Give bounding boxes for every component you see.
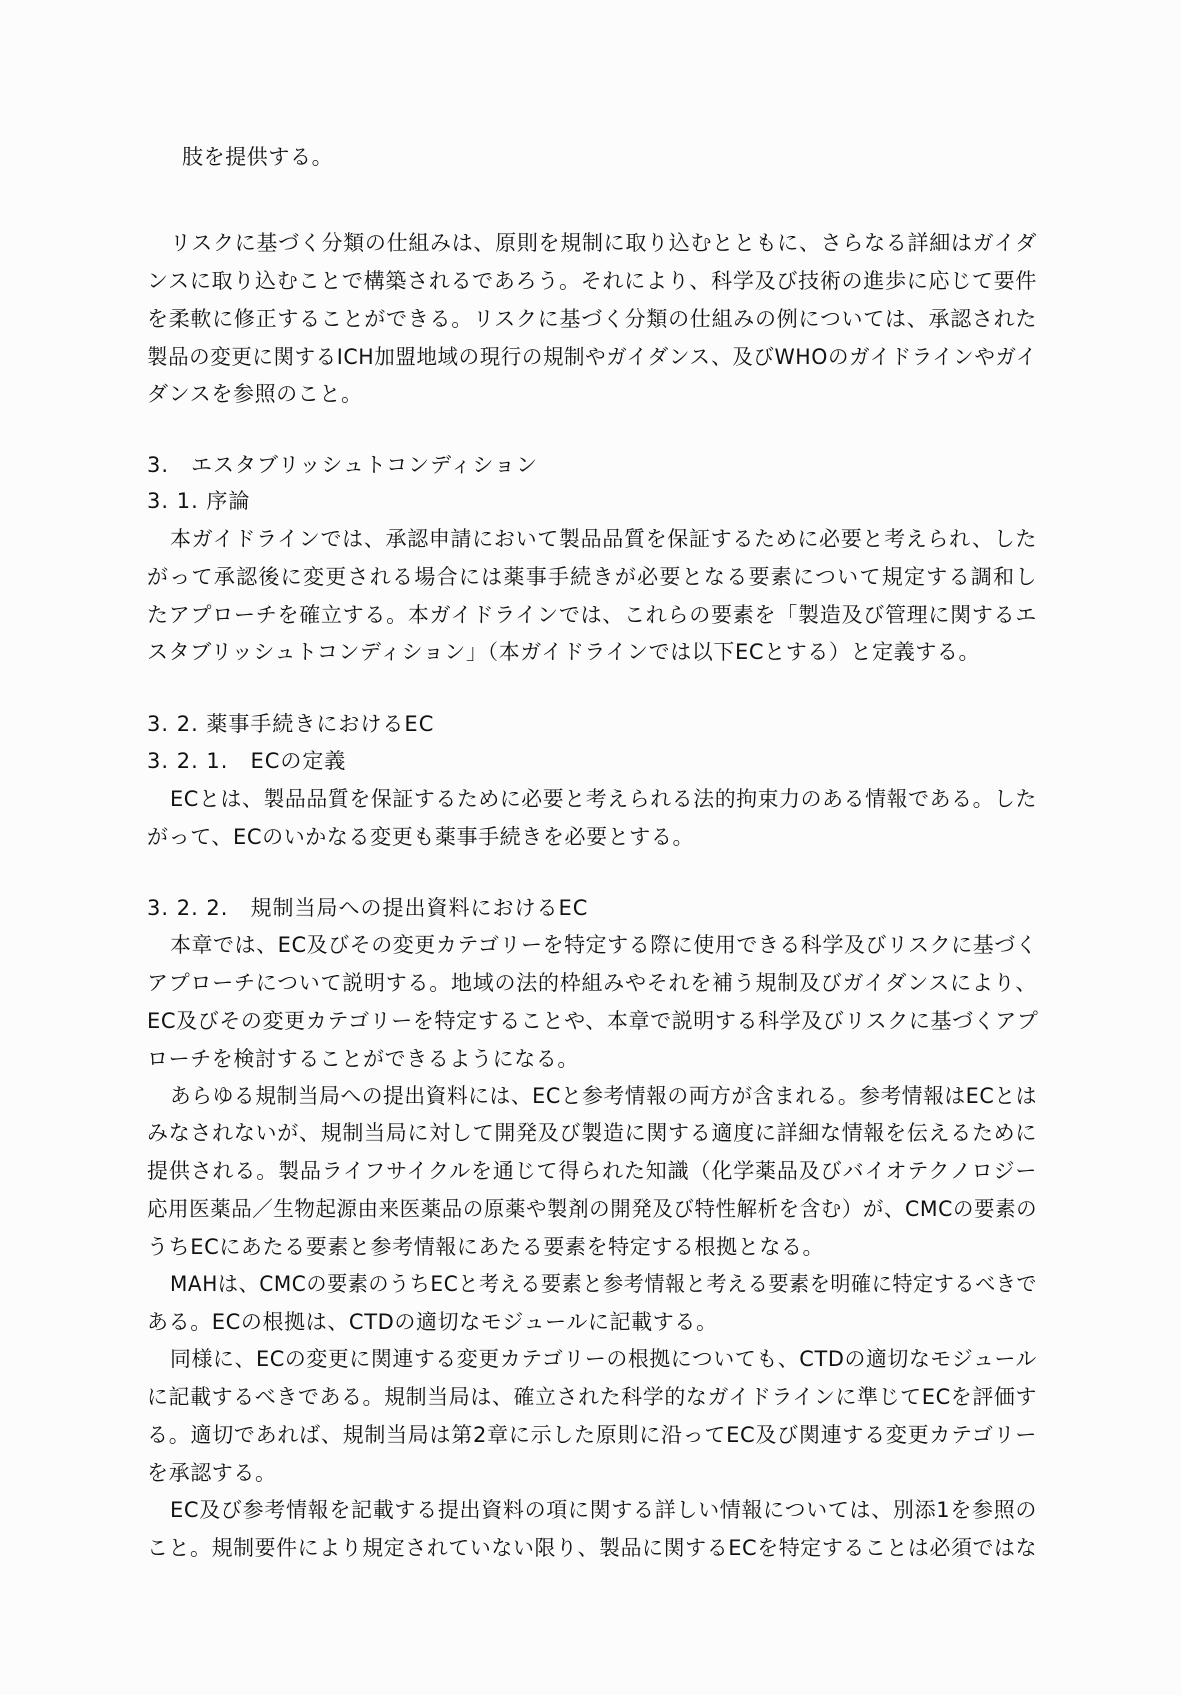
paragraph-line: うちECにあたる要素と参考情報にあたる要素を特定する根拠となる。 [147,1235,825,1259]
paragraph-line: ダンスを参照のこと。 [147,382,363,406]
paragraph-line: ンスに取り込むことで構築されるであろう。それにより、科学及び技術の進歩に応じて要件 [147,269,1037,293]
paragraph-line: ローチを検討することができるようになる。 [147,1047,579,1071]
paragraph-line: EC及びその変更カテゴリーを特定することや、本章で説明する科学及びリスクに基づくアプ [147,1009,1039,1033]
paragraph-line: こと。規制要件により規定されていない限り、製品に関するECを特定することは必須ではな [147,1536,1038,1560]
section-heading-3-2: 3. 2. 薬事手続きにおけるEC [147,712,435,736]
paragraph-line: 提供される。製品ライフサイクルを通じて得られた知識（化学薬品及びバイオテクノロジー [147,1159,1037,1183]
section-heading-3-2-2: 3. 2. 2. 規制当局への提出資料におけるEC [147,896,589,920]
section-heading-3: 3. エスタブリッシュトコンディション [147,453,538,477]
paragraph-line: 本章では、EC及びその変更カテゴリーを特定する際に使用できる科学及びリスクに基づく [170,933,1038,957]
paragraph-line: がって承認後に変更される場合には薬事手続きが必要となる要素について規定する調和し [147,565,1037,589]
paragraph-line: 製品の変更に関するICH加盟地域の現行の規制やガイダンス、及びWHOのガイドラインやガイ [147,345,1038,369]
paragraph-line: MAHは、CMCの要素のうちECと考える要素と参考情報と考える要素を明確に特定するべきで [170,1272,1038,1296]
paragraph-line: 本ガイドラインでは、承認申請において製品品質を保証するために必要と考えられ、した [170,527,1037,551]
paragraph-line: みなされないが、規制当局に対して開発及び製造に関する適度に詳細な情報を伝えるために [147,1121,1037,1145]
paragraph-line: たアプローチを確立する。本ガイドラインでは、これらの要素を「製造及び管理に関するエ [147,603,1037,627]
paragraph-line: る。適切であれば、規制当局は第2章に示した原則に沿ってEC及び関連する変更カテゴリー [147,1423,1037,1447]
paragraph-line: スタブリッシュトコンディション」（本ガイドラインでは以下ECとする）と定義する。 [147,640,981,664]
paragraph-line: に記載するべきである。規制当局は、確立された科学的なガイドラインに準じてECを評価す [147,1385,1038,1409]
paragraph-line: 応用医薬品／生物起源由来医薬品の原薬や製剤の開発及び特性解析を含む）が、CMCの要素の [147,1197,1038,1221]
paragraph-line: あらゆる規制当局への提出資料には、ECと参考情報の両方が含まれる。参考情報はECとは [170,1084,1038,1108]
paragraph-line: を柔軟に修正することができる。リスクに基づく分類の仕組みの例については、承認された [147,307,1037,331]
paragraph-line: 同様に、ECの変更に関連する変更カテゴリーの根拠についても、CTDの適切なモジュール [170,1347,1038,1371]
section-heading-3-1: 3. 1. 序論 [147,489,251,513]
paragraph-line: アプローチについて説明する。地域の法的枠組みやそれを補う規制及びガイダンスにより、 [147,971,1037,995]
paragraph-line: リスクに基づく分類の仕組みは、原則を規制に取り込むとともに、さらなる詳細はガイダ [170,231,1037,255]
continuation-line: 肢を提供する。 [182,145,334,169]
paragraph-line: ECとは、製品品質を保証するために必要と考えられる法的拘束力のある情報である。した [170,787,1038,811]
paragraph-line: ある。ECの根拠は、CTDの適切なモジュールに記載する。 [147,1310,718,1334]
paragraph-line: がって、ECのいかなる変更も薬事手続きを必要とする。 [147,825,695,849]
section-heading-3-2-1: 3. 2. 1. ECの定義 [147,749,347,773]
paragraph-line: EC及び参考情報を記載する提出資料の項に関する詳しい情報については、別添1を参照の [170,1498,1037,1522]
paragraph-line: を承認する。 [147,1461,277,1485]
